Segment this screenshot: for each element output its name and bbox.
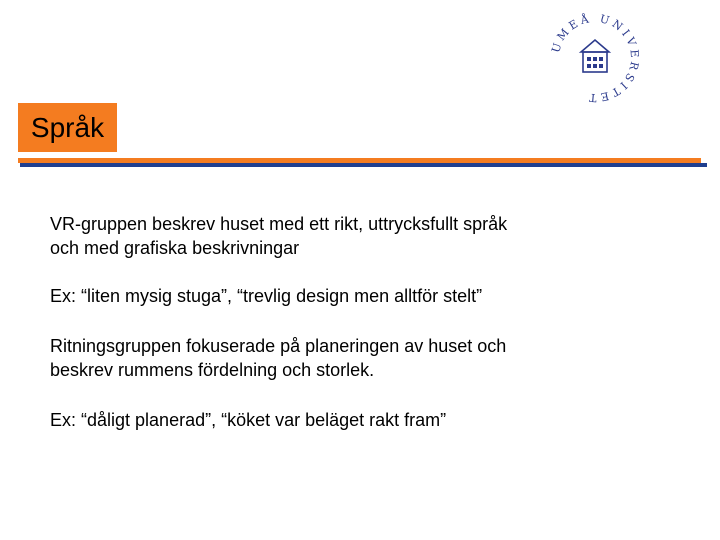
paragraph-vr-example: [50, 284, 690, 308]
paragraph-line: VR-gruppen beskrev huset med ett rikt, uttrycksfullt språk: [50, 214, 508, 234]
paragraph-vr-group: [50, 212, 690, 260]
paragraph-drawing-group: [50, 334, 690, 382]
paragraph-drawing-example: [50, 408, 690, 432]
logo-ring-textpath: UMEÅ UNIVERSITET: [549, 11, 642, 105]
university-logo: [545, 8, 645, 108]
slide-body: [50, 212, 690, 432]
paragraph-line: Ritningsgruppen fokuserade på planeringen av huset och: [50, 336, 507, 356]
paragraph-line: beskrev rummens fördelning och storlek.: [50, 360, 375, 380]
slide-title: Språk: [30, 111, 105, 143]
paragraph-line: Ex: “liten mysig stuga”, “trevlig design men alltför stelt”: [50, 286, 483, 306]
title-rule-blue: [20, 163, 707, 167]
slide-title-box: [18, 103, 117, 152]
paragraph-line: och med grafiska beskrivningar: [50, 238, 300, 258]
logo-house-icon: [581, 40, 609, 72]
university-seal-icon: [545, 8, 645, 108]
paragraph-line: Ex: “dåligt planerad”, “köket var beläget rakt fram”: [50, 410, 447, 430]
